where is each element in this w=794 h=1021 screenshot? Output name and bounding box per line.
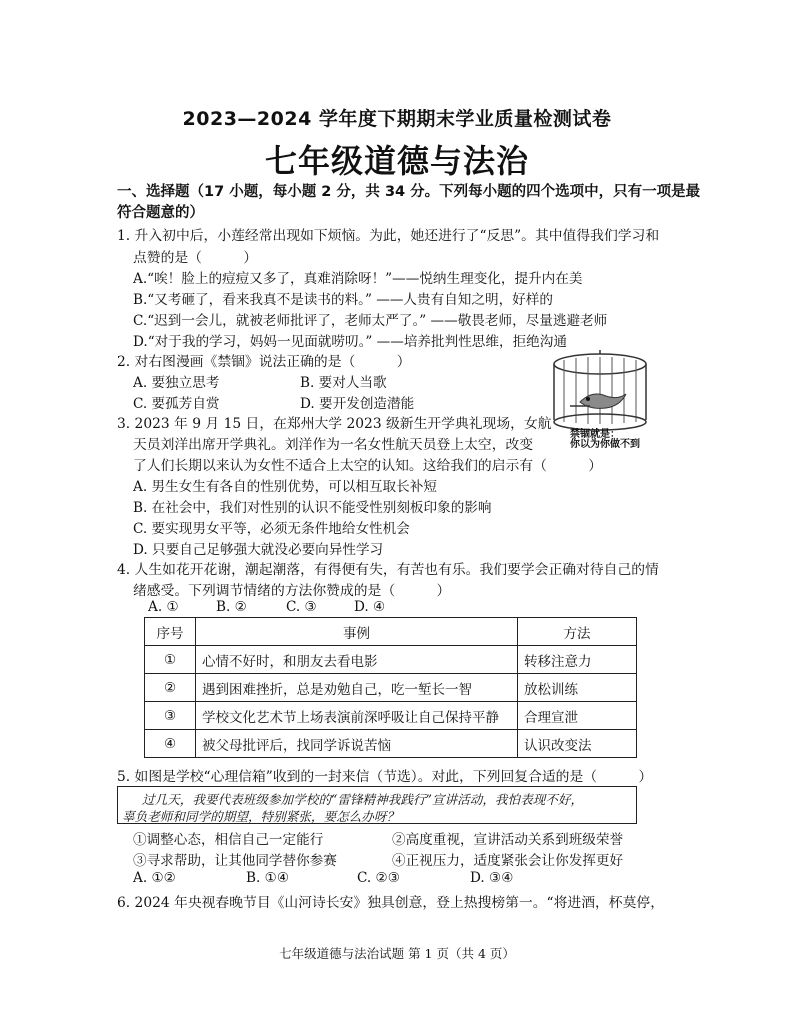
table-row (145, 674, 637, 702)
q1-stem-line1: 1. 升入初中后，小莲经常出现如下烦恼。为此，她还进行了“反思”。其中值得我们学习和 (117, 228, 660, 244)
q3-stem-line2: 天员刘洋出席开学典礼。刘洋作为一名女性航天员登上太空，改变 (133, 437, 534, 453)
q2-stem: 2. 对右图漫画《禁锢》说法正确的是（ ） (117, 354, 411, 370)
q3-stem-line3: 了人们长期以来认为女性不适合上太空的认知。这给我们的启示有（ ） (133, 458, 603, 474)
q5-option-a: A. ①② (133, 870, 176, 886)
row-index: ① (145, 646, 196, 674)
row-index: ④ (145, 730, 196, 758)
q3-stem-line1: 3. 2023 年 9 月 15 日，在郑州大学 2023 级新生开学典礼现场，女航 (117, 416, 552, 432)
q5-item-4: ④正视压力，适度紧张会让你发挥更好 (392, 853, 624, 869)
q2-option-b: B. 要对人当歌 (300, 375, 387, 391)
q4-option-d: D. ④ (354, 599, 386, 615)
row-index: ② (145, 674, 196, 702)
q3-option-c: C. 要实现男女平等，必须无条件地给女性机会 (133, 521, 410, 537)
row-example: 被父母批评后，找同学诉说苦恼 (196, 730, 518, 758)
letter-line2: 辜负老师和同学的期望，特别紧张，要怎么办呀？ (122, 809, 400, 824)
q5-item-3: ③寻求帮助，让其他同学替你参赛 (133, 853, 337, 869)
cage-cartoon (540, 350, 658, 450)
row-method: 放松训练 (518, 674, 637, 702)
q5-option-c: C. ②③ (357, 870, 400, 886)
q2-option-c: C. 要孤芳自赏 (133, 396, 220, 412)
cartoon-caption-line1: 禁锢就是： (570, 429, 620, 440)
q5-item-1: ①调整心态，相信自己一定能行 (133, 832, 324, 848)
q3-option-a: A. 男生女生有各自的性别优势，可以相互取长补短 (133, 479, 437, 495)
table-header-row (145, 618, 637, 646)
letter-box (117, 786, 637, 824)
subject-title: 七年级道德与法治 (264, 142, 529, 180)
row-method: 合理宣泄 (518, 702, 637, 730)
q4-option-a: A. ① (148, 599, 179, 615)
row-index: ③ (145, 702, 196, 730)
q1-option-b: B.“又考砸了，看来我真不是读书的料。” ——人贵有自知之明，好样的 (133, 292, 553, 308)
q5-option-d: D. ③④ (470, 870, 514, 886)
exam-title: 2023—2024 学年度下期期末学业质量检测试卷 (182, 108, 612, 130)
header-index: 序号 (145, 618, 196, 646)
table-row (145, 646, 637, 674)
q3-option-d: D. 只要自己足够强大就没必要向异性学习 (133, 542, 384, 558)
page-footer: 七年级道德与法治试题 第 1 页（共 4 页） (279, 946, 515, 961)
row-example: 学校文化艺术节上场表演前深呼吸让自己保持平静 (196, 702, 518, 730)
q4-option-c: C. ③ (286, 599, 317, 615)
q1-option-c: C.“迟到一会儿，就被老师批评了，老师太严了。” ——敬畏老师，尽量逃避老师 (133, 313, 608, 329)
q4-stem-line1: 4. 人生如花开花谢，潮起潮落，有得便有失，有苦也有乐。我们要学会正确对待自己的情 (117, 562, 659, 578)
row-example: 遇到困难挫折，总是劝勉自己，吃一堑长一智 (196, 674, 518, 702)
q1-stem-line2: 点赞的是（ ） (133, 250, 258, 266)
letter-line1: 过几天，我要代表班级参加学校的“雷锋精神我践行”宣讲活动，我怕表现不好， (142, 792, 584, 807)
q2-option-a: A. 要独立思考 (133, 375, 220, 391)
header-method: 方法 (518, 618, 637, 646)
q1-option-a: A.“唉！脸上的痘痘又多了，真难消除呀！”——悦纳生理变化，提升内在美 (133, 271, 583, 287)
table-row (145, 702, 637, 730)
row-example: 心情不好时，和朋友去看电影 (196, 646, 518, 674)
header-example: 事例 (196, 618, 518, 646)
q4-option-b: B. ② (216, 599, 247, 615)
table-row (145, 730, 637, 758)
section-heading-line1: 一、选择题（17 小题，每小题 2 分，共 34 分。下列每小题的四个选项中，只有一项是最 (117, 184, 701, 200)
cartoon-caption-line2: 你以为你做不到 (570, 439, 640, 450)
section-heading-line2: 符合题意的） (117, 205, 204, 221)
q6-stem-line1: 6. 2024 年央视春晚节目《山河诗长安》独具创意，登上热搜榜第一。“将进酒，杯莫停， (117, 895, 664, 911)
row-method: 转移注意力 (518, 646, 637, 674)
q4-stem-line2: 绪感受。下列调节情绪的方法你赞成的是（ ） (133, 583, 451, 599)
q2-option-d: D. 要开发创造潜能 (300, 396, 415, 412)
q5-stem: 5. 如图是学校“心理信箱”收到的一封来信（节选）。对此，下列回复合适的是（ ） (117, 769, 653, 785)
q5-item-2: ②高度重视，宣讲活动关系到班级荣誉 (392, 832, 624, 848)
q3-option-b: B. 在社会中，我们对性别的认识不能受性别刻板印象的影响 (133, 500, 492, 516)
row-method: 认识改变法 (518, 730, 637, 758)
emotion-methods-table (144, 617, 637, 758)
q1-option-d: D.“对于我的学习，妈妈一见面就唠叨。” ——培养批判性思维，拒绝沟通 (133, 334, 567, 350)
q5-option-b: B. ①④ (246, 870, 290, 886)
